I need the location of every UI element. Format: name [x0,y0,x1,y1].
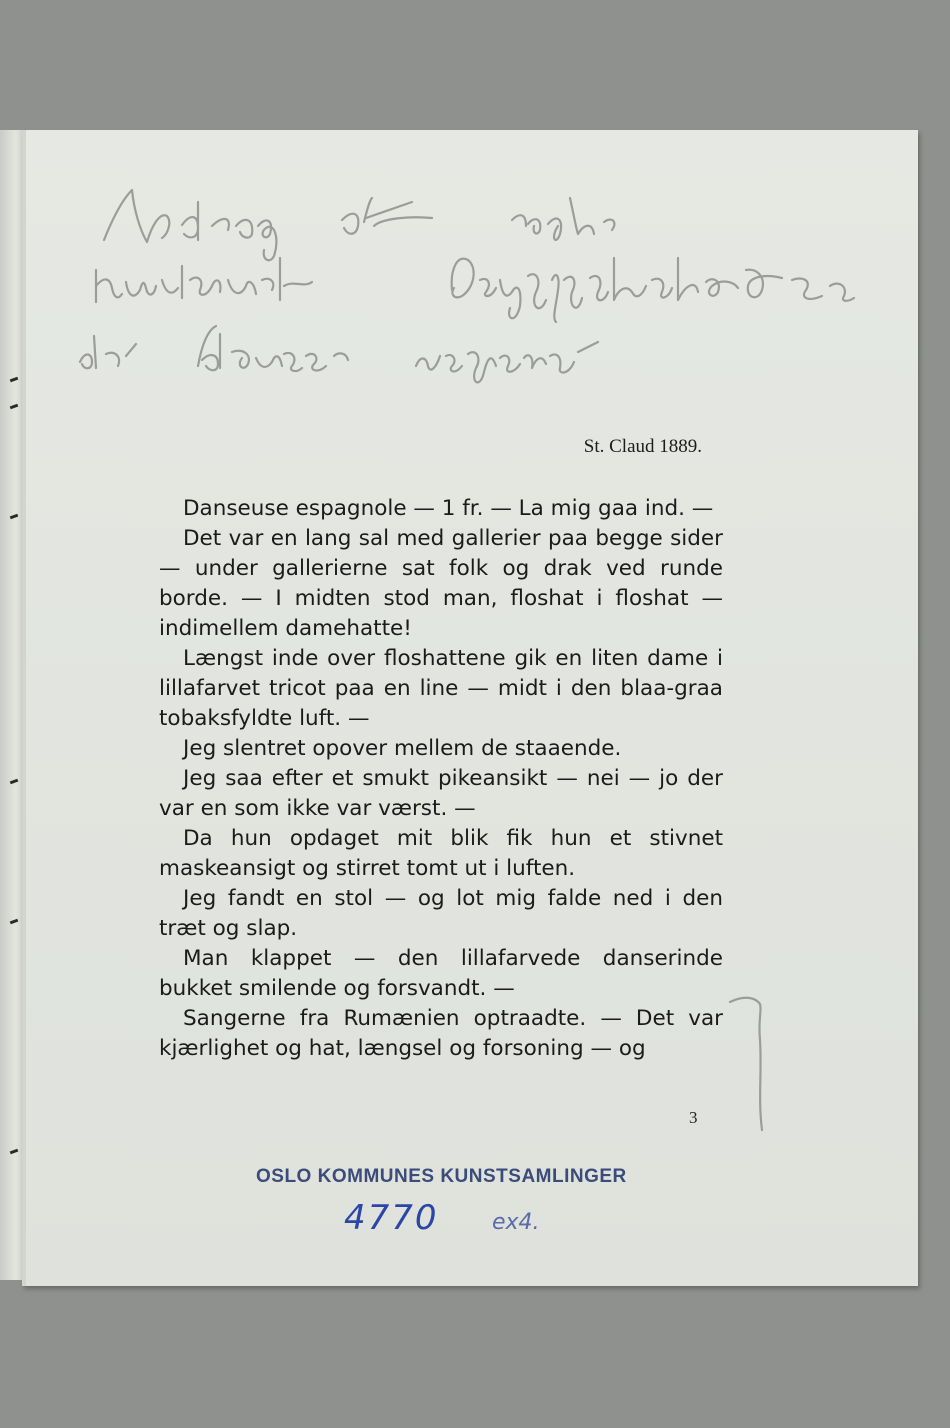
binding-thread-mark [10,377,19,383]
paragraph: Jeg saa efter et smukt pikeansikt — nei — jo der var en som ikke var værst. — [159,766,723,821]
inventory-number: 4770 [344,1198,439,1238]
binding-thread-mark [10,514,19,520]
dateline: St. Claud 1889. [583,436,702,457]
paragraph: Længst inde over floshattene gik en liten dame i lillafarvet tricot paa en line — midt i den blaa-graa tobaksfyldte luft. — [159,646,723,731]
binding-thread-mark [10,1149,19,1155]
body-text [159,494,723,1064]
collection-stamp: OSLO KOMMUNES KUNSTSAMLINGER [256,1166,627,1187]
paragraph: Jeg slentret opover mellem de staaende. [183,736,622,761]
facing-page-edge [0,130,23,1280]
paragraph: Da hun opdaget mit blik fik hun et stivnet maskeansigt og stirret tomt ut i luften. [159,826,723,881]
page-number: 3 [689,1108,698,1127]
paragraph: Sangerne fra Rumænien optraadte. — Det var kjærlighet og hat, længsel og forsoning — og [159,1006,723,1061]
inventory-suffix: ex4. [492,1210,540,1235]
paragraph: Man klappet — den lillafarvede danserinde bukket smilende og forsvandt. — [159,946,723,1001]
paragraph: Det var en lang sal med gallerier paa begge sider — under gallerierne sat folk og drak ved runde borde. — I midten stod man, floshat i floshat — indimellem damehatte! [159,526,723,641]
binding-thread-mark [10,779,19,785]
binding-thread-mark [10,919,19,925]
paragraph: Danseuse espagnole — 1 fr. — La mig gaa ind. — [183,496,714,521]
paragraph: Jeg fandt en stol — og lot mig falde ned i den træt og slap. [159,886,723,941]
binding-thread-mark [10,404,19,410]
document-page [22,130,918,1286]
